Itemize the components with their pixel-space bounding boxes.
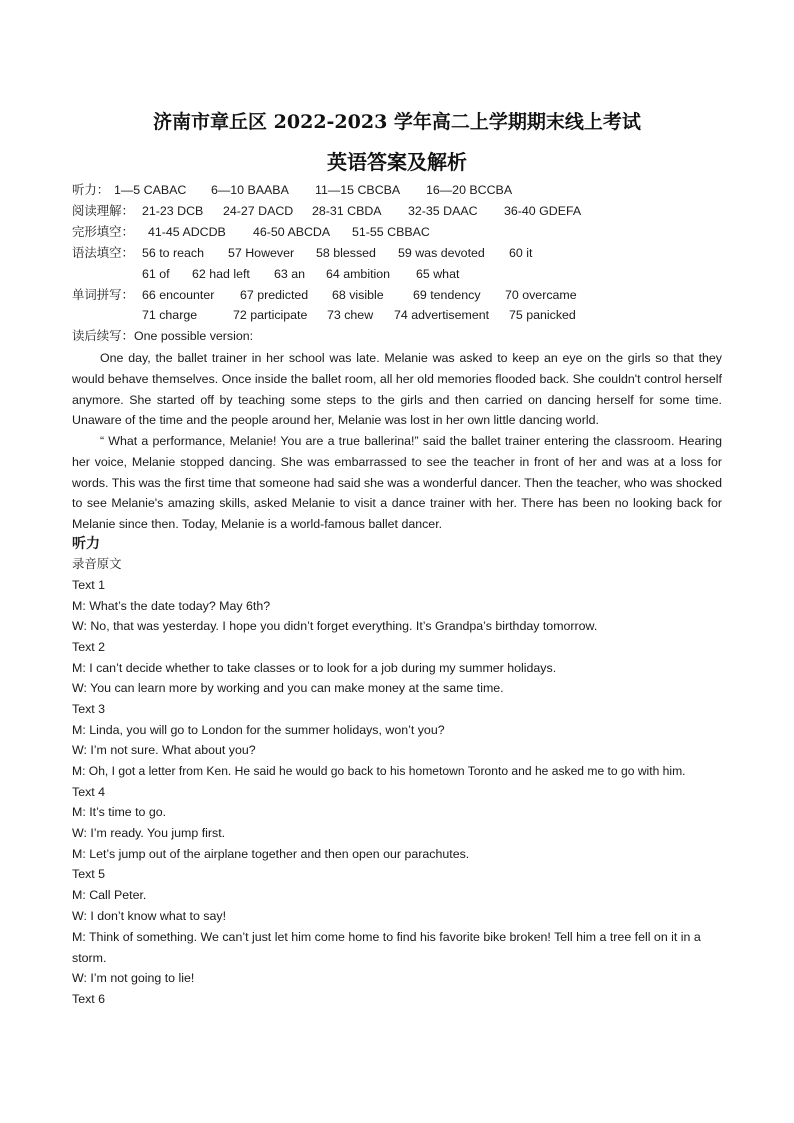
transcript-line: M: Call Peter. (72, 888, 147, 902)
answer-item: 59 was devoted (398, 246, 485, 260)
answer-group: 11—15 CBCBA (315, 183, 401, 197)
spelling-answers-row (72, 285, 134, 305)
transcript-line: M: Oh, I got a letter from Ken. He said he would go back to his hometown Toronto and he asked me to go with him. (72, 764, 686, 778)
transcript-line: W: No, that was yesterday. I hope you didn’t forget everything. It’s Grandpa’s birthday tomorrow. (72, 619, 598, 633)
document-subtitle: 英语答案及解析 (327, 150, 467, 174)
answer-item: 60 it (509, 246, 533, 260)
answer-item: 57 However (228, 246, 295, 260)
transcript-line: Text 3 (72, 702, 106, 716)
transcript-line: W: You can learn more by working and you can make money at the same time. (72, 681, 504, 695)
reading-label: 阅读理解： (72, 204, 134, 218)
transcript-line: W: I’m not sure. What about you? (72, 743, 256, 757)
answer-item: 66 encounter (142, 288, 215, 302)
grammar-answers-row (72, 243, 134, 263)
essay-paragraph: “ What a performance, Melanie! You are a true ballerina!” said the ballet trainer entering the classroom. Hearing her voice, Melanie stopped dancing. She was embarrassed to see the teacher in front of her and was at a loss for words. This was the first time that someone had said she was a wonderful dancer. Then the teacher, who was shocked to see Melanie's amazing skills, asked Melanie to visit a dance trainer with her. There has been no looking back for Melanie since then. Today, Melanie is a world-famous ballet dancer. (72, 434, 722, 531)
answer-group: 46-50 ABCDA (253, 225, 331, 239)
answer-item: 62 had left (192, 267, 250, 281)
answer-item: 71 charge (142, 308, 198, 322)
transcript-line: Text 5 (72, 867, 106, 881)
transcript-subtitle: 录音原文 (72, 557, 122, 571)
answer-item: 70 overcame (505, 288, 577, 302)
answer-item: 58 blessed (316, 246, 376, 260)
answer-item: 72 participate (233, 308, 308, 322)
writing-intro: One possible version: (133, 329, 254, 343)
exam-title: 济南市章丘区 2022-2023 学年高二上学期期末线上考试 (153, 111, 641, 133)
answer-group: 41-45 ADCDB (148, 225, 226, 239)
answer-item: 64 ambition (326, 267, 391, 281)
transcript-line: W: I don’t know what to say! (72, 909, 227, 923)
reading-answers-row (72, 201, 134, 221)
answer-item: 56 to reach (142, 246, 204, 260)
transcript-line: W: I’m ready. You jump first. (72, 826, 226, 840)
answer-group: 6—10 BAABA (211, 183, 289, 197)
transcript-line: M: I can’t decide whether to take classes or to look for a job during my summer holidays. (72, 661, 557, 675)
spelling-label: 单词拼写： (72, 288, 134, 302)
transcript-line: Text 6 (72, 992, 106, 1006)
answer-group: 1—5 CABAC (114, 183, 187, 197)
answer-group: 36-40 GDEFA (504, 204, 582, 218)
transcript-line: Text 2 (72, 640, 106, 654)
cloze-answers-row (72, 222, 134, 242)
transcript-line: M: What’s the date today? May 6th? (72, 599, 271, 613)
listening-section-heading: 听力 (72, 535, 100, 551)
transcript-line: M: Linda, you will go to London for the summer holidays, won’t you? (72, 723, 445, 737)
listening-answers-row (72, 180, 109, 200)
essay-paragraph: One day, the ballet trainer in her school was late. Melanie was asked to keep an eye on the girls so that they would behave themselves. Once inside the ballet room, all her old memories flooded back. She couldn't control herself anymore. She started off by teaching some steps to the girls and then carried on dancing herself for some time. Unaware of the time and the people around her, Melanie was lost in her own little dancing world. (72, 351, 722, 428)
answer-group: 32-35 DAAC (408, 204, 478, 218)
answer-item: 74 advertisement (394, 308, 490, 322)
answer-item: 65 what (416, 267, 460, 281)
answer-item: 68 visible (332, 288, 384, 302)
answer-item: 75 panicked (509, 308, 576, 322)
transcript-line: Text 4 (72, 785, 106, 799)
transcript-line: M: Let’s jump out of the airplane together and then open our parachutes. (72, 847, 470, 861)
cloze-label: 完形填空： (72, 225, 134, 239)
answer-item: 63 an (274, 267, 306, 281)
writing-label: 读后续写： (72, 329, 134, 343)
answer-group: 16—20 BCCBA (426, 183, 513, 197)
answer-group: 21-23 DCB (142, 204, 204, 218)
answer-item: 73 chew (327, 308, 374, 322)
transcript-line: W: I’m not going to lie! (72, 971, 195, 985)
answer-group: 24-27 DACD (223, 204, 294, 218)
transcript-line: M: It’s time to go. (72, 805, 167, 819)
answer-group: 28-31 CBDA (312, 204, 382, 218)
answer-group: 51-55 CBBAC (352, 225, 430, 239)
transcript-line: Text 1 (72, 578, 106, 592)
answer-item: 67 predicted (240, 288, 309, 302)
answer-item: 69 tendency (413, 288, 481, 302)
writing-row (72, 326, 253, 346)
grammar-label: 语法填空： (72, 246, 134, 260)
answer-item: 61 of (142, 267, 170, 281)
transcript-line: M: Think of something. We can’t just let him come home to find his favorite bike broken! Tell him a tree fell on it in a storm. (72, 930, 701, 965)
listening-label: 听力： (72, 183, 110, 197)
